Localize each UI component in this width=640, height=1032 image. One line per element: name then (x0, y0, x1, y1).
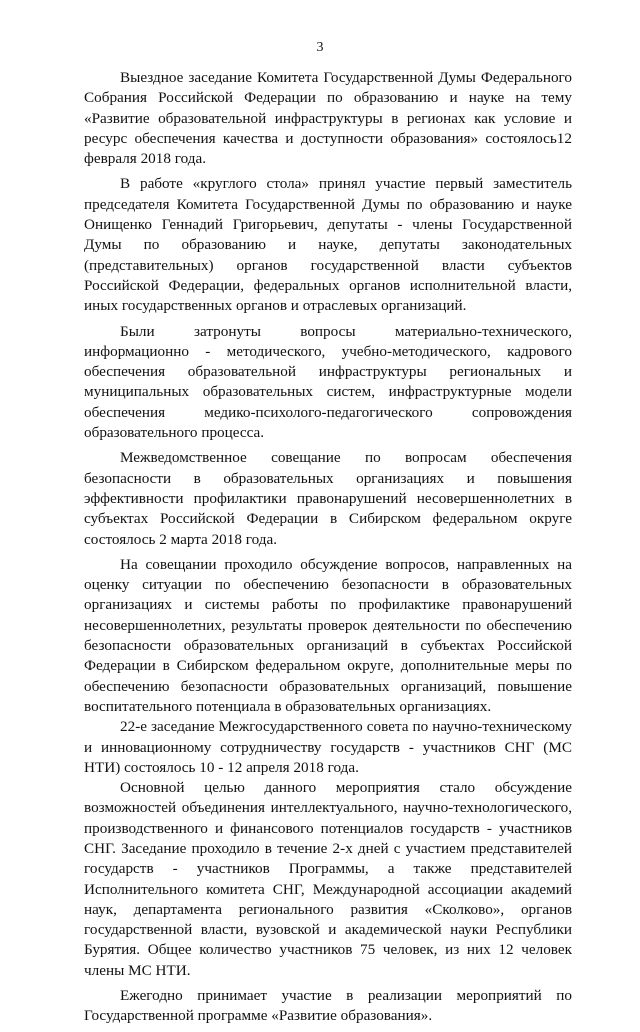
document-body (84, 68, 572, 1032)
paragraph: 22-е заседание Межгосударственного совета по научно-техническому и инновационному сотрудничеству государств - участников СНГ (МС НТИ) состоялось 10 - 12 апреля 2018 года. (84, 718, 572, 776)
paragraph: На совещании проходило обсуждение вопросов, направленных на оценку ситуации по обеспечению безопасности в образовательных организациях и системы работы по профилактике правонарушений несовершеннолетних, результаты проверок деятельности по обеспечению безопасности образовательных организаций в субъектах Российской Федерации в Сибирском федеральном округе, дополнительные меры по обеспечению безопасности образовательных организаций, повышение воспитательного потенциала в образовательных организациях. (84, 555, 572, 715)
paragraph: Межведомственное совещание по вопросам обеспечения безопасности в образовательных организациях и повышения эффективности профилактики правонарушений несовершеннолетних в субъектах Российской Федерации в Сибирском федеральном округе состоялось 2 марта 2018 года. (84, 449, 572, 548)
paragraph: Основной целью данного мероприятия стало обсуждение возможностей объединения интеллектуального, научно-технологического, производственного и финансового потенциалов государств - участников СНГ. Заседание проходило в течение 2-х дней с участием представителей государств - участников Программы, а также представителей Исполнительного комитета СНГ, Международной ассоциации академий наук, департамента регионального развития «Сколково», органов государственной власти, вузовской и академической науки Республики Бурятия. Общее количество участников 75 человек, из них 12 человек члены МС НТИ. (84, 779, 572, 979)
paragraph: Выездное заседание Комитета Государственной Думы Федерального Собрания Российской Федерации по образованию и науке на тему «Развитие образовательной инфраструктуры в регионах как условие и ресурс обеспечения качества и доступности образования» состоялось12 февраля 2018 года. (84, 69, 572, 168)
paragraph: В работе «круглого стола» принял участие первый заместитель председателя Комитета Государственной Думы по образованию и науке Онищенко Геннадий Григорьевич, депутаты - члены Государственной Думы по образованию и науке, депутаты законодательных (представительных) органов государственной власти субъектов Российской Федерации, федеральных органов исполнительной власти, иных государственных органов и отраслевых организаций. (84, 175, 572, 315)
page-number: 3 (316, 40, 324, 55)
paragraph: Ежегодно принимает участие в реализации мероприятий по Государственной программе «Развитие образования». (84, 987, 572, 1025)
paragraph: Были затронуты вопросы материально-технического, информационно - методического, учебно-методического, кадрового обеспечения образовательной инфраструктуры региональных и муниципальных образовательных систем, инфраструктурные модели обеспечения медико-психолого-педагогического сопровождения образовательного процесса. (84, 322, 572, 442)
